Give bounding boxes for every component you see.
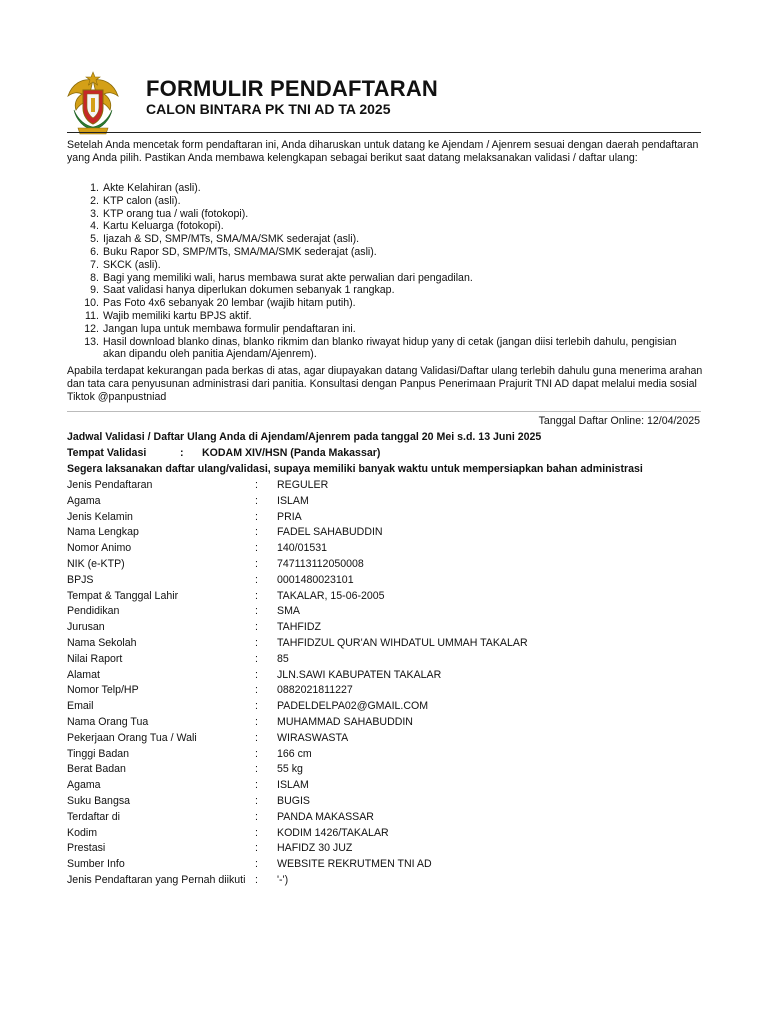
field-value: PANDA MAKASSAR — [277, 810, 374, 823]
list-item-number: 13. — [84, 335, 99, 348]
field-value: '-') — [277, 873, 289, 886]
field-colon: : — [255, 684, 258, 697]
list-item — [67, 195, 701, 208]
list-item-text: Kartu Keluarga (fotokopi). — [103, 220, 224, 233]
tni-ad-emblem-icon — [64, 70, 122, 136]
field-colon: : — [255, 557, 258, 570]
field-value: ISLAM — [277, 494, 309, 507]
table-row — [67, 478, 707, 494]
table-row — [67, 810, 707, 826]
field-colon: : — [255, 731, 258, 744]
field-label: Pendidikan — [67, 605, 120, 618]
list-item — [67, 246, 701, 259]
field-colon: : — [255, 510, 258, 523]
field-label: Berat Badan — [67, 763, 126, 776]
table-row — [67, 715, 707, 731]
list-item-number: 3. — [90, 207, 99, 220]
table-row — [67, 826, 707, 842]
list-item-text: KTP orang tua / wali (fotokopi). — [103, 207, 249, 220]
field-label: BPJS — [67, 573, 94, 586]
table-row — [67, 699, 707, 715]
field-label: Sumber Info — [67, 858, 125, 871]
page-title: FORMULIR PENDAFTARAN — [146, 76, 439, 101]
table-row — [67, 557, 707, 573]
validation-place-value: KODAM XIV/HSN (Panda Makassar) — [202, 447, 381, 459]
field-label: Jenis Pendaftaran — [67, 479, 153, 491]
field-colon: : — [255, 621, 258, 634]
field-value: 140/01531 — [277, 542, 328, 555]
list-item-text: Pas Foto 4x6 sebanyak 20 lembar (wajib hitam putih). — [103, 297, 356, 310]
table-row — [67, 525, 707, 541]
intro-paragraph: Setelah Anda mencetak form pendaftaran ini, Anda diharuskan untuk datang ke Ajendam / Ajenrem sesuai dengan daerah pendaftaran yang Anda pilih. Pastikan Anda membawa kelengkapan sebagai berikut saat datang melaksanakan validasi / daftar ulang: — [67, 139, 699, 164]
table-row — [67, 620, 707, 636]
field-label: Jenis Pendaftaran yang Pernah diikuti — [67, 873, 246, 886]
field-value: PADELDELPA02@GMAIL.COM — [277, 700, 429, 713]
field-colon: : — [255, 810, 258, 823]
list-item-text: Bagi yang memiliki wali, harus membawa surat akte perwalian dari pengadilan. — [103, 271, 473, 284]
field-colon: : — [255, 826, 258, 839]
list-item-number: 12. — [84, 322, 99, 335]
table-row — [67, 668, 707, 684]
table-row — [67, 683, 707, 699]
field-colon: : — [255, 652, 258, 665]
field-label: Kodim — [67, 826, 98, 839]
field-value: BUGIS — [277, 794, 310, 807]
field-value: PRIA — [277, 510, 302, 523]
field-value: SMA — [277, 605, 300, 618]
table-row — [67, 778, 707, 794]
list-item-text: Ijazah & SD, SMP/MTs, SMA/MA/SMK sederajat (asli). — [103, 233, 360, 246]
list-item-number: 9. — [90, 284, 99, 297]
field-colon: : — [255, 700, 258, 713]
field-colon: : — [255, 763, 258, 776]
field-value: ISLAM — [277, 779, 309, 792]
field-value: 0882021811227 — [277, 684, 353, 697]
table-row — [67, 652, 707, 668]
registrant-fields — [67, 478, 707, 889]
table-row — [67, 510, 707, 526]
field-label: Jenis Kelamin — [67, 510, 133, 523]
field-label: Nilai Raport — [67, 652, 123, 665]
field-colon: : — [255, 526, 258, 539]
field-label: Tempat & Tanggal Lahir — [67, 589, 179, 602]
list-item-number: 2. — [90, 194, 99, 207]
list-item — [67, 220, 701, 233]
field-value: JLN.SAWI KABUPATEN TAKALAR — [277, 668, 442, 681]
field-colon: : — [255, 873, 258, 886]
validation-place-colon: : — [180, 447, 184, 459]
field-value: MUHAMMAD SAHABUDDIN — [277, 715, 413, 728]
field-value: REGULER — [277, 479, 329, 491]
page-subtitle: CALON BINTARA PK TNI AD TA 2025 — [146, 101, 391, 117]
field-colon: : — [255, 636, 258, 649]
list-item — [67, 208, 701, 221]
requirements-list — [67, 182, 701, 361]
list-item-text: Saat validasi hanya diperlukan dokumen sebanyak 1 rangkap. — [103, 284, 395, 297]
list-item — [67, 336, 701, 362]
table-row — [67, 573, 707, 589]
list-item — [67, 272, 701, 285]
table-row — [67, 494, 707, 510]
field-colon: : — [255, 779, 258, 792]
table-row — [67, 762, 707, 778]
field-value: TAHFIDZUL QUR'AN WIHDATUL UMMAH TAKALAR — [277, 636, 528, 649]
field-value: 55 kg — [277, 763, 303, 776]
field-label: Nama Lengkap — [67, 526, 139, 539]
list-item-text: KTP calon (asli). — [103, 194, 181, 207]
field-colon: : — [255, 668, 258, 681]
field-label: Pekerjaan Orang Tua / Wali — [67, 731, 197, 744]
table-row — [67, 589, 707, 605]
list-item-number: 7. — [90, 258, 99, 271]
list-item-number: 6. — [90, 245, 99, 258]
table-row — [67, 873, 707, 889]
field-colon: : — [255, 479, 258, 491]
field-colon: : — [255, 605, 258, 618]
table-row — [67, 731, 707, 747]
field-colon: : — [255, 589, 258, 602]
list-item-text: Buku Rapor SD, SMP/MTs, SMA/MA/SMK sederajat (asli). — [103, 245, 377, 258]
list-item-number: 1. — [90, 182, 99, 194]
table-row — [67, 794, 707, 810]
field-label: Terdaftar di — [67, 810, 120, 823]
field-colon: : — [255, 858, 258, 871]
field-label: Email — [67, 700, 94, 713]
list-item — [67, 284, 701, 297]
validation-schedule: Jadwal Validasi / Daftar Ulang Anda di Ajendam/Ajenrem pada tanggal 20 Mei s.d. 13 Juni 2025 — [67, 431, 542, 443]
field-label: Agama — [67, 779, 101, 792]
list-item-text: SKCK (asli). — [103, 258, 161, 271]
field-value: TAHFIDZ — [277, 621, 321, 634]
table-row — [67, 541, 707, 557]
table-row — [67, 636, 707, 652]
field-label: Suku Bangsa — [67, 794, 131, 807]
list-item-text: Wajib memiliki kartu BPJS aktif. — [103, 309, 252, 322]
field-value: HAFIDZ 30 JUZ — [277, 842, 353, 855]
field-label: Prestasi — [67, 842, 106, 855]
list-item — [67, 310, 701, 323]
field-colon: : — [255, 794, 258, 807]
field-value: 166 cm — [277, 747, 312, 760]
field-colon: : — [255, 573, 258, 586]
field-label: Nama Orang Tua — [67, 715, 149, 728]
field-label: Nomor Telp/HP — [67, 684, 139, 697]
list-item-text: Hasil download blanko dinas, blanko rikmim dan blanko riwayat hidup yany di cetak (jangan diisi terlebih dahulu, pengisian akan dipandu oleh panitia Ajendam/Ajenrem). — [103, 335, 677, 361]
field-colon: : — [255, 747, 258, 760]
list-item-text: Akte Kelahiran (asli). — [103, 182, 201, 194]
field-label: Jurusan — [67, 621, 105, 634]
field-value: WIRASWASTA — [277, 731, 349, 744]
table-row — [67, 604, 707, 620]
table-row — [67, 857, 707, 873]
field-value: KODIM 1426/TAKALAR — [277, 826, 389, 839]
list-item-text: Jangan lupa untuk membawa formulir pendaftaran ini. — [103, 322, 356, 335]
note-paragraph: Apabila terdapat kekurangan pada berkas di atas, agar diupayakan datang Validasi/Daftar ulang terlebih dahulu guna menerima arahan dan tata cara penyusunan administrasi dari panitia. Konsultasi dengan Panpus Penerimaan Prajurit TNI AD dapat melalui media sosial Tiktok @panpustniad — [67, 365, 703, 403]
field-value: 85 — [277, 652, 289, 665]
urge-notice: Segera laksanakan daftar ulang/validasi, supaya memiliki banyak waktu untuk mempersiapkan bahan administrasi — [67, 463, 643, 475]
list-item-number: 10. — [84, 297, 99, 310]
field-colon: : — [255, 842, 258, 855]
validation-place-label: Tempat Validasi — [67, 447, 147, 459]
list-item — [67, 182, 701, 195]
validation-place — [67, 447, 380, 459]
list-item-number: 11. — [85, 309, 99, 322]
field-label: Tinggi Badan — [67, 747, 130, 760]
field-label: Alamat — [67, 668, 100, 681]
field-value: 0001480023101 — [277, 573, 354, 586]
field-value: TAKALAR, 15-06-2005 — [277, 589, 385, 602]
table-row — [67, 841, 707, 857]
registration-date: Tanggal Daftar Online: 12/04/2025 — [538, 415, 700, 427]
field-label: Nama Sekolah — [67, 636, 137, 649]
field-label: NIK (e-KTP) — [67, 557, 125, 570]
field-label: Agama — [67, 494, 101, 507]
field-value: 747113112050008 — [277, 557, 364, 570]
section-divider — [67, 411, 701, 412]
list-item-number: 4. — [90, 220, 99, 233]
table-row — [67, 747, 707, 763]
list-item — [67, 323, 701, 336]
field-label: Nomor Animo — [67, 542, 132, 555]
field-colon: : — [255, 542, 258, 555]
list-item — [67, 297, 701, 310]
field-colon: : — [255, 715, 258, 728]
list-item — [67, 233, 701, 246]
list-item-number: 5. — [90, 233, 99, 246]
list-item-number: 8. — [90, 271, 99, 284]
field-value: FADEL SAHABUDDIN — [277, 526, 383, 539]
field-value: WEBSITE REKRUTMEN TNI AD — [277, 858, 432, 871]
header-divider — [67, 132, 701, 133]
list-item — [67, 259, 701, 272]
field-colon: : — [255, 494, 258, 507]
